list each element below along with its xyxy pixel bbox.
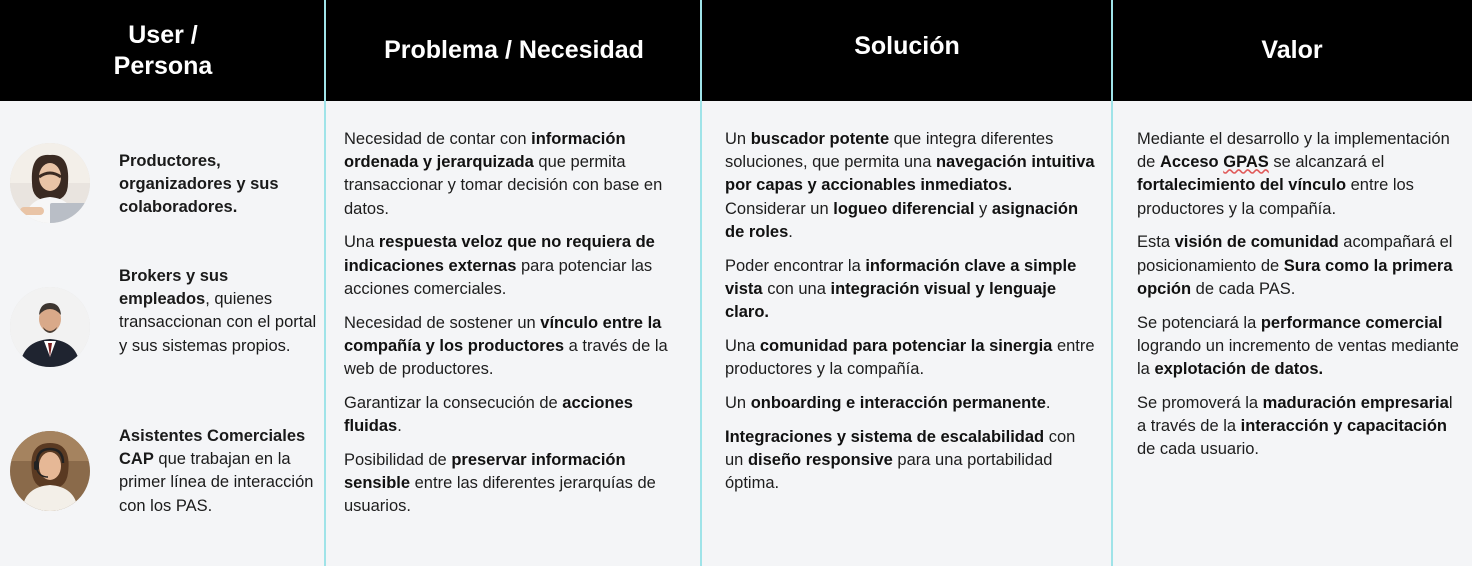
header-problema [326, 0, 702, 101]
solucion-item: Un buscador potente que integra diferentes soluciones, que permita una navegación intuitiva por capas y accionables inmediatos. Considerar un logueo diferencial y asignación de roles. [725, 130, 1095, 241]
problema-item: Necesidad de contar con información ordenada y jerarquizada que permita transaccionar y tomar decisión con base en datos. [344, 130, 663, 218]
persona-text: Productores, organizadores y sus colaboradores. [119, 152, 279, 217]
persona-description [119, 425, 319, 518]
valor-column [1137, 128, 1462, 472]
persona-description [119, 265, 319, 358]
column-divider [700, 0, 702, 566]
header-bar [0, 0, 1472, 101]
solucion-item: Una comunidad para potenciar la sinergia entre productores y la compañía. [725, 336, 1095, 379]
problema-column [344, 128, 684, 529]
header-valor-label: Valor [1261, 36, 1323, 64]
problema-item: Garantizar la consecución de acciones fluidas. [344, 393, 633, 436]
valor-item: Se promoverá la maduración empresarial a través de la interacción y capacitación de cada usuario. [1137, 393, 1453, 459]
solucion-column [725, 128, 1095, 506]
solucion-item: Integraciones y sistema de escalabilidad con un diseño responsive para una portabilidad óptima. [725, 427, 1076, 493]
header-valor [1112, 0, 1472, 101]
persona-text: Brokers y sus empleados, quienes transaccionan con el portal y sus sistemas propios. [119, 267, 317, 355]
businesswoman-laptop-avatar [10, 143, 90, 223]
header-persona [0, 0, 326, 101]
header-persona-label: User / Persona [113, 20, 213, 80]
problema-item: Necesidad de sostener un vínculo entre la compañía y los productores a través de la web de productores. [344, 313, 668, 379]
headset-assistant-avatar [10, 431, 90, 511]
problema-item: Posibilidad de preservar información sensible entre las diferentes jerarquías de usuarios. [344, 450, 656, 516]
valor-item: Esta visión de comunidad acompañará el posicionamiento de Sura como la primera opción de cada PAS. [1137, 233, 1453, 298]
header-solucion [702, 0, 1112, 101]
persona-text: Asistentes Comerciales CAP que trabajan en la primer línea de interacción con los PAS. [119, 427, 314, 515]
solucion-item: Un onboarding e interacción permanente. [725, 393, 1051, 412]
column-divider [1111, 0, 1113, 566]
problema-item: Una respuesta veloz que no requiera de indicaciones externas para potenciar las acciones comerciales. [344, 233, 655, 298]
header-solucion-label: Solución [854, 32, 960, 60]
solucion-item: Poder encontrar la información clave a simple vista con una integración visual y lenguaje claro. [725, 256, 1077, 322]
businessman-avatar [10, 287, 90, 367]
valor-item: Mediante el desarrollo y la implementación de Acceso GPAS se alcanzará el fortalecimiento del vínculo entre los productores y la compañía. [1137, 130, 1450, 218]
valor-item: Se potenciará la performance comercial logrando un incremento de ventas mediante la explotación de datos. [1137, 313, 1459, 379]
header-problema-label: Problema / Necesidad [384, 36, 644, 64]
column-divider [324, 0, 326, 566]
persona-description [119, 150, 319, 220]
